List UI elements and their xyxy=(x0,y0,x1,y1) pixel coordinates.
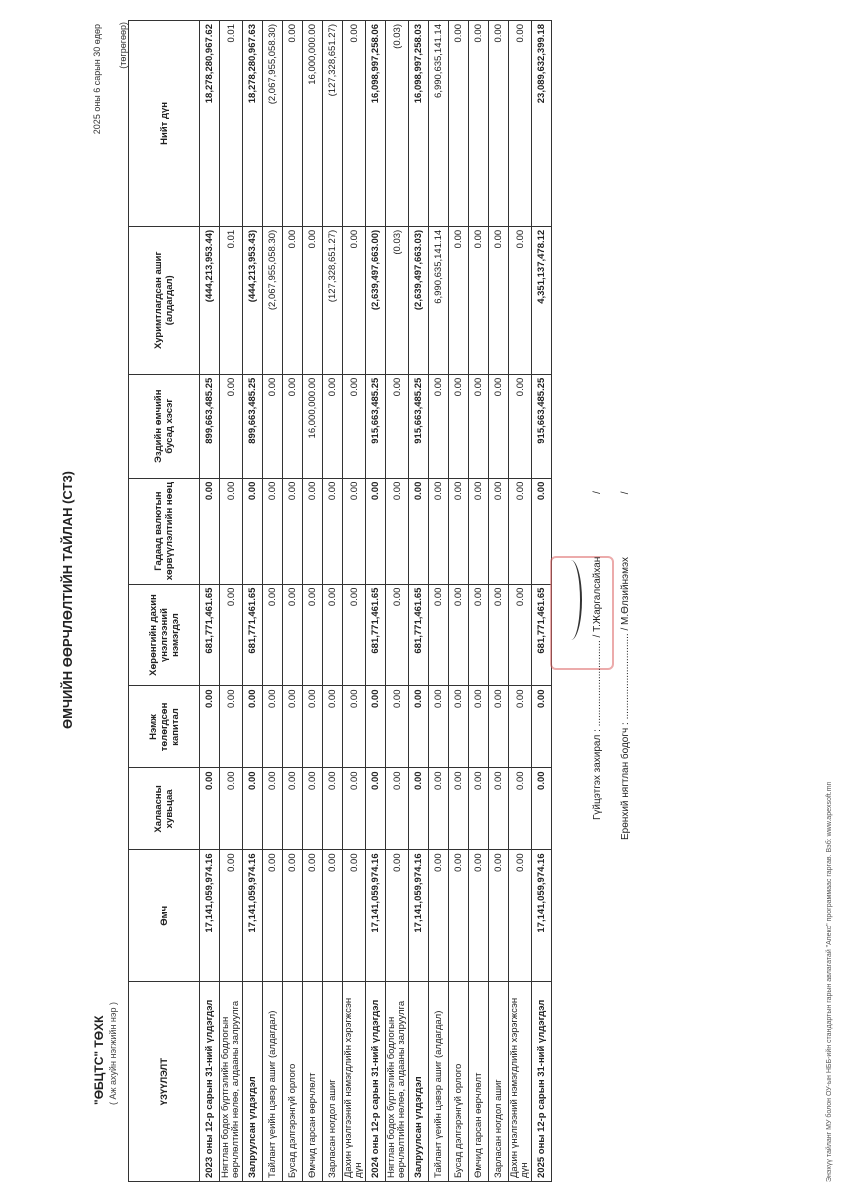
amount-cell: 0.00 xyxy=(449,21,469,227)
amount-cell: 0.00 xyxy=(323,478,343,584)
amount-cell: (127,328,651.27) xyxy=(323,21,343,227)
row-label: Өмчид гарсан өөрчлөлт xyxy=(303,982,323,1182)
amount-cell: (2,067,955,058.30) xyxy=(263,21,283,227)
amount-cell: 0.00 xyxy=(386,584,409,686)
table-header-row xyxy=(129,21,200,1182)
amount-cell: 0.00 xyxy=(263,374,283,478)
organization-caption: ( Аж ахуйн нэгжийн нэр ) xyxy=(108,1002,118,1105)
amount-cell: 0.00 xyxy=(283,374,303,478)
amount-cell: 0.00 xyxy=(343,374,366,478)
amount-cell: (0.03) xyxy=(386,226,409,374)
table-row xyxy=(532,21,552,1182)
column-header: Өмч xyxy=(129,850,200,982)
amount-cell: 16,000,000.00 xyxy=(303,374,323,478)
amount-cell: 0.00 xyxy=(323,686,343,768)
amount-cell: 0.00 xyxy=(200,768,220,850)
amount-cell: 0.00 xyxy=(469,21,489,227)
director-close: / xyxy=(592,491,603,494)
amount-cell: 0.00 xyxy=(263,768,283,850)
amount-cell: 16,000,000.00 xyxy=(303,21,323,227)
amount-cell: 0.00 xyxy=(409,768,429,850)
amount-cell: 0.00 xyxy=(303,686,323,768)
row-label: Нягтлан бодох бүртгэлийн бодлогын өөрчлөлтийн нөлөө, алдааны залруулга xyxy=(220,982,243,1182)
amount-cell: 0.00 xyxy=(343,226,366,374)
row-label: Бусад дэлгэрэнгүй орлого xyxy=(449,982,469,1182)
amount-cell: 0.00 xyxy=(263,478,283,584)
amount-cell: 0.00 xyxy=(509,21,532,227)
amount-cell: 0.00 xyxy=(200,686,220,768)
accountant-dots: ............................... xyxy=(620,633,631,720)
amount-cell: 0.00 xyxy=(429,478,449,584)
amount-cell: 0.00 xyxy=(532,768,552,850)
row-label: 2024 оны 12-р сарын 31-ний үлдэгдэл xyxy=(366,982,386,1182)
amount-cell: 0.00 xyxy=(532,686,552,768)
amount-cell: 0.00 xyxy=(303,850,323,982)
amount-cell: 0.00 xyxy=(489,21,509,227)
row-label: Нягтлан бодох бүртгэлийн бодлогын өөрчлөлтийн нөлөө, алдааны залруулга xyxy=(386,982,409,1182)
amount-cell: 0.00 xyxy=(429,584,449,686)
amount-cell: 0.00 xyxy=(509,584,532,686)
amount-cell: 0.00 xyxy=(469,850,489,982)
amount-cell: 17,141,059,974.16 xyxy=(409,850,429,982)
amount-cell: 0.00 xyxy=(303,226,323,374)
amount-cell: 0.00 xyxy=(386,374,409,478)
amount-cell: 0.00 xyxy=(303,584,323,686)
accountant-name: / М.Өлзийнэмэх xyxy=(620,556,631,631)
table-row xyxy=(469,21,489,1182)
amount-cell: (127,328,651.27) xyxy=(323,226,343,374)
table-row xyxy=(386,21,409,1182)
amount-cell: 0.00 xyxy=(386,850,409,982)
column-header: Хуримтлагдсан ашиг (алдагдал) xyxy=(129,226,200,374)
amount-cell: 0.00 xyxy=(449,478,469,584)
amount-cell: 915,663,485.25 xyxy=(532,374,552,478)
amount-cell: 899,663,485.25 xyxy=(243,374,263,478)
table-row xyxy=(323,21,343,1182)
row-label: Зарласан ногдол ашиг xyxy=(323,982,343,1182)
amount-cell: 0.00 xyxy=(283,21,303,227)
amount-cell: 0.00 xyxy=(489,768,509,850)
amount-cell: 0.00 xyxy=(429,686,449,768)
amount-cell: 0.00 xyxy=(243,686,263,768)
amount-cell: 0.00 xyxy=(469,686,489,768)
amount-cell: 0.00 xyxy=(323,850,343,982)
table-row xyxy=(366,21,386,1182)
amount-cell: 0.00 xyxy=(323,374,343,478)
amount-cell: 0.00 xyxy=(343,686,366,768)
row-label: Тайлант үеийн цэвэр ашиг (алдагдал) xyxy=(429,982,449,1182)
amount-cell: 0.00 xyxy=(489,374,509,478)
column-header: Халаасны хувьцаа xyxy=(129,768,200,850)
amount-cell: 0.00 xyxy=(283,686,303,768)
amount-cell: 0.00 xyxy=(386,686,409,768)
amount-cell: 0.00 xyxy=(323,768,343,850)
amount-cell: 0.00 xyxy=(283,768,303,850)
report-date: 2025 оны 6 сарын 30 өдөр xyxy=(92,24,102,135)
table-row xyxy=(243,21,263,1182)
amount-cell: 0.00 xyxy=(220,478,243,584)
amount-cell: 0.01 xyxy=(220,226,243,374)
amount-cell: (2,067,955,058.30) xyxy=(263,226,283,374)
equity-statement-table xyxy=(128,20,552,1182)
amount-cell: 681,771,461.65 xyxy=(243,584,263,686)
column-header: Нийт дүн xyxy=(129,21,200,227)
column-header: Гадаад валютын хөрвүүлэлтийн нөөц xyxy=(129,478,200,584)
amount-cell: 16,098,997,258.06 xyxy=(366,21,386,227)
amount-cell: 0.00 xyxy=(409,686,429,768)
amount-cell: (444,213,953.43) xyxy=(243,226,263,374)
amount-cell: 0.00 xyxy=(220,374,243,478)
amount-cell: 0.00 xyxy=(343,584,366,686)
amount-cell: 0.00 xyxy=(220,768,243,850)
row-label: Дахин үнэлгээний нэмэгдлийн хэрэгжсэн дүн xyxy=(509,982,532,1182)
amount-cell: 0.00 xyxy=(220,686,243,768)
amount-cell: 17,141,059,974.16 xyxy=(243,850,263,982)
amount-cell: 0.00 xyxy=(532,478,552,584)
amount-cell: 0.00 xyxy=(509,478,532,584)
amount-cell: 4,351,137,478.12 xyxy=(532,226,552,374)
amount-cell: 0.00 xyxy=(429,768,449,850)
amount-cell: 17,141,059,974.16 xyxy=(200,850,220,982)
amount-cell: (0.03) xyxy=(386,21,409,227)
software-footer: Энэхүү тайланг МУ болон ОУ-ын НББ-ийн стандартын гарын авлагатай "Апекс" программаас гаргав. Вэб: www.apexsoft.mn xyxy=(826,781,833,1182)
amount-cell: 0.00 xyxy=(469,374,489,478)
amount-cell: 0.00 xyxy=(509,768,532,850)
row-label: Тайлант үеийн цэвэр ашиг (алдагдал) xyxy=(263,982,283,1182)
column-header: Нэмж төлөгдсөн капитал xyxy=(129,686,200,768)
row-label: Залруулсан үлдэгдэл xyxy=(243,982,263,1182)
amount-cell: 0.00 xyxy=(489,478,509,584)
amount-cell: 681,771,461.65 xyxy=(200,584,220,686)
amount-cell: 0.00 xyxy=(489,226,509,374)
amount-cell: 0.00 xyxy=(323,584,343,686)
report-title: ӨМЧИЙН ӨӨРЧЛӨЛТИЙН ТАЙЛАН (СТ3) xyxy=(60,470,75,730)
amount-cell: 0.00 xyxy=(469,478,489,584)
amount-cell: 0.00 xyxy=(263,584,283,686)
row-label: Зарласан ногдол ашиг xyxy=(489,982,509,1182)
table-row xyxy=(283,21,303,1182)
amount-cell: 18,278,280,967.62 xyxy=(200,21,220,227)
amount-cell: 0.00 xyxy=(449,226,469,374)
table-row xyxy=(489,21,509,1182)
table-row xyxy=(449,21,469,1182)
director-name: / Т.Жаргалсайхан xyxy=(592,556,603,638)
accountant-close: / xyxy=(620,491,631,495)
amount-cell: 0.00 xyxy=(343,478,366,584)
table-row xyxy=(263,21,283,1182)
table-row xyxy=(220,21,243,1182)
table-row xyxy=(343,21,366,1182)
column-header: Эздийн өмчийн бусад хэсэг xyxy=(129,374,200,478)
amount-cell: 18,278,280,967.63 xyxy=(243,21,263,227)
table-row xyxy=(509,21,532,1182)
row-label: Залруулсан үлдэгдэл xyxy=(409,982,429,1182)
amount-cell: 0.00 xyxy=(200,478,220,584)
row-label: 2023 оны 12-р сарын 31-ний үлдэгдэл xyxy=(200,982,220,1182)
amount-cell: 0.00 xyxy=(220,850,243,982)
amount-cell: 0.00 xyxy=(469,768,489,850)
amount-cell: 6,990,635,141.14 xyxy=(429,226,449,374)
amount-cell: 0.00 xyxy=(449,768,469,850)
company-stamp xyxy=(550,556,614,670)
amount-cell: 6,990,635,141.14 xyxy=(429,21,449,227)
amount-cell: 0.01 xyxy=(220,21,243,227)
column-header: ҮЗҮҮЛЭЛТ xyxy=(129,982,200,1182)
row-label: 2025 оны 12-р сарын 31-ний үлдэгдэл xyxy=(532,982,552,1182)
amount-cell: 0.00 xyxy=(449,686,469,768)
amount-cell: 0.00 xyxy=(303,478,323,584)
amount-cell: 0.00 xyxy=(489,686,509,768)
amount-cell: 0.00 xyxy=(283,584,303,686)
amount-cell: 0.00 xyxy=(243,768,263,850)
amount-cell: 0.00 xyxy=(220,584,243,686)
amount-cell: (444,213,953.44) xyxy=(200,226,220,374)
amount-cell: 0.00 xyxy=(343,21,366,227)
amount-cell: 899,663,485.25 xyxy=(200,374,220,478)
table-row xyxy=(409,21,429,1182)
amount-cell: 0.00 xyxy=(409,478,429,584)
amount-cell: 0.00 xyxy=(243,478,263,584)
amount-cell: 681,771,461.65 xyxy=(532,584,552,686)
accountant-label: Ерөнхий нягтлан бодогч : xyxy=(620,722,631,840)
amount-cell: 0.00 xyxy=(449,584,469,686)
amount-cell: (2,639,497,663.03) xyxy=(409,226,429,374)
amount-cell: 17,141,059,974.16 xyxy=(532,850,552,982)
amount-cell: 0.00 xyxy=(509,226,532,374)
amount-cell: 915,663,485.25 xyxy=(409,374,429,478)
amount-cell: 16,098,997,258.03 xyxy=(409,21,429,227)
amount-cell: 0.00 xyxy=(366,686,386,768)
row-label: Бусад дэлгэрэнгүй орлого xyxy=(283,982,303,1182)
row-label: Дахин үнэлгээний нэмэгдлийн хэрэгжсэн дүн xyxy=(343,982,366,1182)
amount-cell: 0.00 xyxy=(303,768,323,850)
amount-cell: 0.00 xyxy=(263,686,283,768)
amount-cell: 0.00 xyxy=(469,584,489,686)
amount-cell: 0.00 xyxy=(429,850,449,982)
amount-cell: 0.00 xyxy=(489,584,509,686)
amount-cell: 0.00 xyxy=(366,478,386,584)
amount-cell: 0.00 xyxy=(386,478,409,584)
row-label: Өмчид гарсан өөрчлөлт xyxy=(469,982,489,1182)
amount-cell: 0.00 xyxy=(343,850,366,982)
amount-cell: 0.00 xyxy=(509,686,532,768)
table-row xyxy=(429,21,449,1182)
director-signature-line xyxy=(592,491,603,820)
column-header: Хөрөнгийн дахин үнэлгээний нэмэгдэл xyxy=(129,584,200,686)
organization-name: "ӨБЦТС" ТӨХК xyxy=(92,1015,106,1105)
amount-cell: 0.00 xyxy=(366,768,386,850)
currency-unit: (төгрөгөөр) xyxy=(118,22,128,69)
director-label: Гүйцэтгэх захирал : xyxy=(592,729,603,820)
table-row xyxy=(303,21,323,1182)
amount-cell: 0.00 xyxy=(449,850,469,982)
amount-cell: 0.00 xyxy=(429,374,449,478)
amount-cell: 0.00 xyxy=(489,850,509,982)
amount-cell: 681,771,461.65 xyxy=(366,584,386,686)
amount-cell: 0.00 xyxy=(449,374,469,478)
amount-cell: 0.00 xyxy=(283,226,303,374)
table-row xyxy=(200,21,220,1182)
amount-cell: 915,663,485.25 xyxy=(366,374,386,478)
amount-cell: 681,771,461.65 xyxy=(409,584,429,686)
amount-cell: 0.00 xyxy=(283,850,303,982)
accountant-signature-line xyxy=(620,491,631,840)
director-dots: ............................... xyxy=(592,640,603,727)
handwritten-signature xyxy=(560,560,582,640)
amount-cell: 0.00 xyxy=(469,226,489,374)
amount-cell: 0.00 xyxy=(343,768,366,850)
amount-cell: 0.00 xyxy=(386,768,409,850)
amount-cell: 0.00 xyxy=(509,850,532,982)
amount-cell: (2,639,497,663.00) xyxy=(366,226,386,374)
amount-cell: 0.00 xyxy=(509,374,532,478)
amount-cell: 17,141,059,974.16 xyxy=(366,850,386,982)
amount-cell: 0.00 xyxy=(283,478,303,584)
amount-cell: 23,089,632,399.18 xyxy=(532,21,552,227)
amount-cell: 0.00 xyxy=(263,850,283,982)
